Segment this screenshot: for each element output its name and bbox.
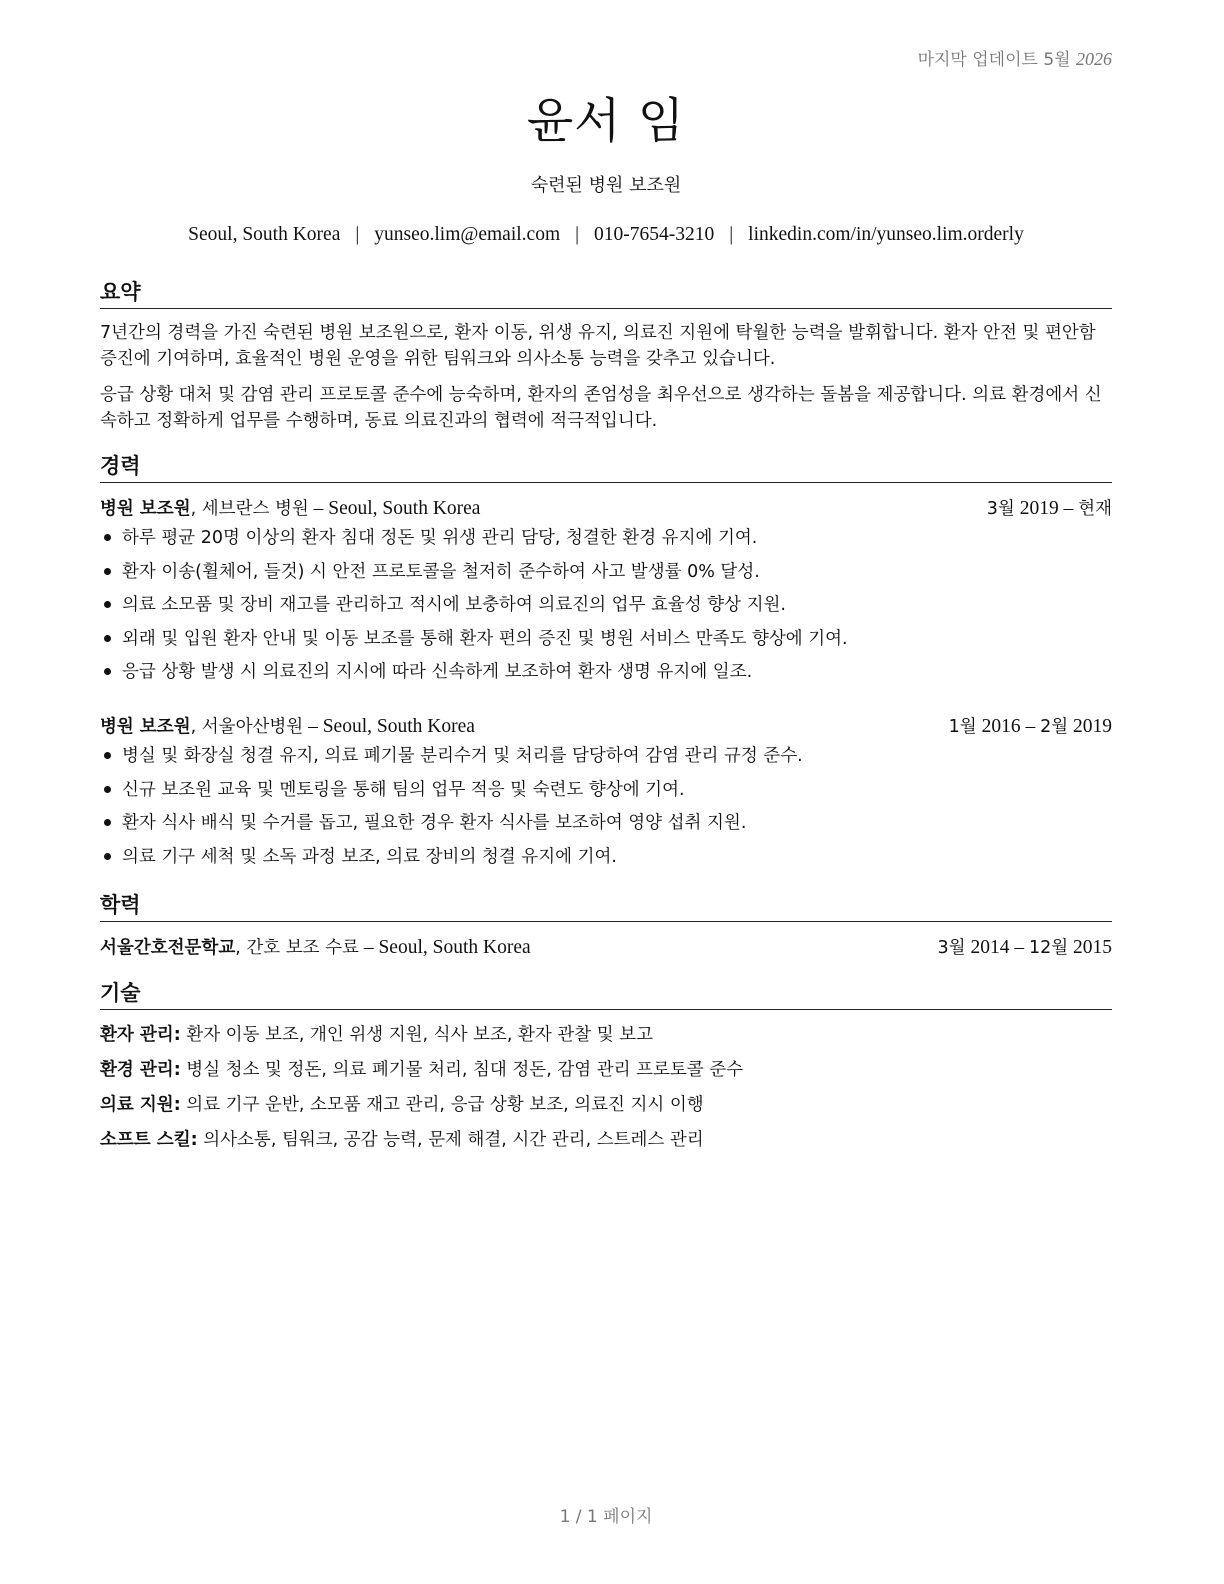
candidate-name: 윤서 임 [526, 93, 686, 149]
contact-separator: | [575, 224, 580, 245]
list-item: 환자 식사 배식 및 수거를 돕고, 필요한 경우 환자 식사를 보조하여 영양 섭취 지원. [100, 810, 1112, 844]
education-degree: 간호 보조 수료 [246, 938, 359, 958]
education-entry: 서울간호전문학교, 간호 보조 수료 – Seoul, South Korea 3월 2014 – 12월 2015 [100, 934, 1112, 959]
skill-row [100, 1126, 1112, 1151]
contact-separator: | [729, 224, 734, 245]
section-title-skills: 기술 [100, 977, 1112, 1010]
education-dates: 3월 2014 – 12월 2015 [937, 937, 1112, 958]
last-updated: 마지막 업데이트 5월 2026 [917, 49, 1112, 70]
job-bullets [100, 743, 1112, 877]
job-location: Seoul, South Korea [328, 498, 481, 519]
candidate-headline: 숙련된 병원 보조원 [530, 175, 682, 196]
summary-paragraph: 응급 상황 대처 및 감염 관리 프로토콜 준수에 능숙하며, 환자의 존엄성을 최우선으로 생각하는 돌봄을 제공합니다. 의료 환경에서 신속하고 정확하게 업무를 수행하며, 동료 의료진과의 협력에 적극적입니다. [100, 385, 1102, 431]
skill-label: 의료 지원: [100, 1095, 181, 1115]
skill-label: 환자 관리: [100, 1025, 181, 1045]
list-item: 외래 및 입원 환자 안내 및 이동 보조를 통해 환자 편의 증진 및 병원 서비스 만족도 향상에 기여. [100, 626, 1112, 660]
education-location: Seoul, South Korea [378, 937, 531, 958]
job-header: 병원 보조원, 서울아산병원 – Seoul, South Korea 1월 2016 – 2월 2019 [100, 713, 1112, 738]
skill-label: 소프트 스킬: [100, 1130, 198, 1150]
contact-separator: | [355, 224, 360, 245]
list-item: 의료 기구 세척 및 소독 과정 보조, 의료 장비의 청결 유지에 기여. [100, 844, 1112, 878]
contact-linkedin[interactable]: linkedin.com/in/yunseo.lim.orderly [748, 224, 1024, 245]
skill-value: 의료 기구 운반, 소모품 재고 관리, 응급 상황 보조, 의료진 지시 이행 [186, 1095, 704, 1115]
skill-row [100, 1056, 1112, 1081]
job-org: 세브란스 병원 [201, 499, 309, 519]
job-role: 병원 보조원 [100, 717, 191, 737]
education-school: 서울간호전문학교 [100, 938, 236, 958]
job-org: 서울아산병원 [201, 717, 304, 737]
skill-row [100, 1021, 1112, 1046]
list-item: 환자 이송(휠체어, 들것) 시 안전 프로토콜을 철저히 준수하여 사고 발생률 0% 달성. [100, 559, 1112, 593]
job-dates: 1월 2016 – 2월 2019 [948, 716, 1112, 737]
job-header: 병원 보조원, 세브란스 병원 – Seoul, South Korea 3월 2019 – 현재 [100, 495, 1112, 520]
list-item: 신규 보조원 교육 및 멘토링을 통해 팀의 업무 적응 및 숙련도 향상에 기여. [100, 777, 1112, 811]
contact-email[interactable]: yunseo.lim@email.com [374, 224, 561, 245]
section-title-summary: 요약 [100, 276, 1112, 309]
list-item: 병실 및 화장실 청결 유지, 의료 폐기물 분리수거 및 처리를 담당하여 감염 관리 규정 준수. [100, 743, 1112, 777]
job-location: Seoul, South Korea [322, 716, 475, 737]
contact-location: Seoul, South Korea [188, 224, 341, 245]
skill-row [100, 1091, 1112, 1116]
list-item: 의료 소모품 및 장비 재고를 관리하고 적시에 보충하여 의료진의 업무 효율성 향상 지원. [100, 592, 1112, 626]
last-updated-year: 2026 [1076, 49, 1112, 69]
resume-page [100, 0, 1112, 1584]
section-title-experience: 경력 [100, 450, 1112, 483]
job-bullets [100, 525, 1112, 693]
summary-paragraph: 7년간의 경력을 가진 숙련된 병원 보조원으로, 환자 이동, 위생 유지, 의료진 지원에 탁월한 능력을 발휘합니다. 환자 안전 및 편안함 증진에 기여하며, 효율적인 병원 운영을 위한 팀워크와 의사소통 능력을 갖추고 있습니다. [100, 323, 1096, 369]
skill-label: 환경 관리: [100, 1060, 181, 1080]
skill-value: 의사소통, 팀워크, 공감 능력, 문제 해결, 시간 관리, 스트레스 관리 [203, 1130, 704, 1150]
page-footer: 1 / 1 페이지 [559, 1507, 653, 1527]
list-item: 응급 상황 발생 시 의료진의 지시에 따라 신속하게 보조하여 환자 생명 유지에 일조. [100, 659, 1112, 693]
job-role: 병원 보조원 [100, 499, 191, 519]
page-number: 1 / 1 [559, 1507, 598, 1527]
contact-line [100, 224, 1112, 246]
section-title-education: 학력 [100, 889, 1112, 922]
skill-value: 병실 청소 및 정돈, 의료 폐기물 처리, 침대 정돈, 감염 관리 프로토콜 준수 [186, 1060, 744, 1080]
list-item: 하루 평균 20명 이상의 환자 침대 정돈 및 위생 관리 담당, 청결한 환경 유지에 기여. [100, 525, 1112, 559]
last-updated-month: 5월 [1043, 50, 1071, 70]
contact-phone[interactable]: 010-7654-3210 [594, 224, 715, 245]
skill-value: 환자 이동 보조, 개인 위생 지원, 식사 보조, 환자 관찰 및 보고 [186, 1025, 653, 1045]
job-dates: 3월 2019 – 현재 [986, 498, 1112, 519]
